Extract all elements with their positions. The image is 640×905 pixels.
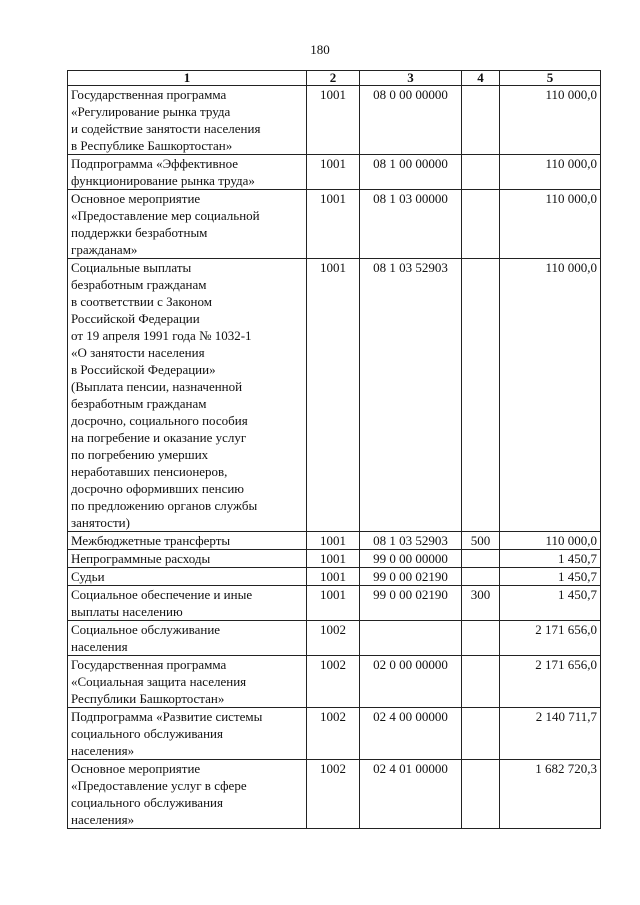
- row-amount-cell: 2 171 656,0: [500, 656, 601, 708]
- row-target-cell: 99 0 00 02190: [360, 568, 462, 586]
- row-amount-cell: 1 450,7: [500, 568, 601, 586]
- table-row: [68, 550, 601, 568]
- row-target-cell: 99 0 00 00000: [360, 550, 462, 568]
- header-col-2: 2: [307, 71, 360, 86]
- row-amount-cell: 110 000,0: [500, 190, 601, 259]
- row-name-cell: Межбюджетные трансферты: [68, 532, 307, 550]
- row-amount-cell: 110 000,0: [500, 259, 601, 532]
- row-target-cell: 02 4 01 00000: [360, 760, 462, 829]
- row-target-cell: [360, 621, 462, 656]
- row-amount-cell: 110 000,0: [500, 532, 601, 550]
- row-name-cell: Социальное обслуживание населения: [68, 621, 307, 656]
- row-section-cell: 1002: [307, 760, 360, 829]
- table-row: [68, 86, 601, 155]
- row-name-cell: Основное мероприятие «Предоставление мер социальной поддержки безработным гражданам»: [68, 190, 307, 259]
- table-row: [68, 656, 601, 708]
- row-name-cell: Подпрограмма «Эффективное функционирование рынка труда»: [68, 155, 307, 190]
- row-name-cell: Социальное обеспечение и иные выплаты населению: [68, 586, 307, 621]
- row-name-cell: Государственная программа «Регулирование рынка труда и содействие занятости населения в Республике Башкортостан»: [68, 86, 307, 155]
- row-type-cell: [462, 708, 500, 760]
- row-type-cell: 300: [462, 586, 500, 621]
- table-row: [68, 259, 601, 532]
- budget-table: [67, 70, 601, 829]
- row-amount-cell: 1 682 720,3: [500, 760, 601, 829]
- row-type-cell: [462, 621, 500, 656]
- table-row: [68, 760, 601, 829]
- row-type-cell: [462, 550, 500, 568]
- header-col-5: 5: [500, 71, 601, 86]
- row-section-cell: 1002: [307, 656, 360, 708]
- row-type-cell: [462, 190, 500, 259]
- row-section-cell: 1001: [307, 568, 360, 586]
- row-target-cell: 08 1 03 52903: [360, 532, 462, 550]
- row-section-cell: 1001: [307, 532, 360, 550]
- header-col-1: 1: [68, 71, 307, 86]
- row-amount-cell: 2 171 656,0: [500, 621, 601, 656]
- row-section-cell: 1001: [307, 259, 360, 532]
- row-section-cell: 1001: [307, 586, 360, 621]
- row-name-cell: Непрограммные расходы: [68, 550, 307, 568]
- row-type-cell: [462, 760, 500, 829]
- row-type-cell: [462, 86, 500, 155]
- row-target-cell: 99 0 00 02190: [360, 586, 462, 621]
- row-name-cell: Подпрограмма «Развитие системы социального обслуживания населения»: [68, 708, 307, 760]
- table-row: [68, 532, 601, 550]
- header-col-3: 3: [360, 71, 462, 86]
- table-row: [68, 621, 601, 656]
- row-type-cell: [462, 656, 500, 708]
- row-section-cell: 1001: [307, 155, 360, 190]
- row-target-cell: 08 1 00 00000: [360, 155, 462, 190]
- row-amount-cell: 1 450,7: [500, 550, 601, 568]
- table-row: [68, 586, 601, 621]
- table-row: [68, 190, 601, 259]
- row-amount-cell: 110 000,0: [500, 86, 601, 155]
- row-type-cell: [462, 155, 500, 190]
- row-section-cell: 1002: [307, 708, 360, 760]
- row-type-cell: [462, 568, 500, 586]
- row-section-cell: 1002: [307, 621, 360, 656]
- row-section-cell: 1001: [307, 86, 360, 155]
- table-row: [68, 155, 601, 190]
- row-section-cell: 1001: [307, 550, 360, 568]
- table-row: [68, 568, 601, 586]
- page-number: 180: [310, 42, 330, 57]
- row-target-cell: 02 0 00 00000: [360, 656, 462, 708]
- row-name-cell: Социальные выплаты безработным гражданам в соответствии с Законом Российской Федерации от 19 апреля 1991 года № 1032-1 «О занятости населения в Российской Федерации» (Выплата пенсии, назначенной безработным гражданам досрочно, социального пособия на погребение и оказание услуг по погребению умерших неработавших пенсионеров, досрочно оформивших пенсию по предложению органов службы занятости): [68, 259, 307, 532]
- row-amount-cell: 110 000,0: [500, 155, 601, 190]
- row-name-cell: Государственная программа «Социальная защита населения Республики Башкортостан»: [68, 656, 307, 708]
- row-section-cell: 1001: [307, 190, 360, 259]
- header-col-4: 4: [462, 71, 500, 86]
- row-target-cell: 02 4 00 00000: [360, 708, 462, 760]
- row-type-cell: 500: [462, 532, 500, 550]
- row-amount-cell: 2 140 711,7: [500, 708, 601, 760]
- row-name-cell: Основное мероприятие «Предоставление услуг в сфере социального обслуживания населения»: [68, 760, 307, 829]
- row-amount-cell: 1 450,7: [500, 586, 601, 621]
- row-name-cell: Судьи: [68, 568, 307, 586]
- table-header-row: [68, 71, 601, 86]
- table-row: [68, 708, 601, 760]
- row-type-cell: [462, 259, 500, 532]
- row-target-cell: 08 1 03 00000: [360, 190, 462, 259]
- row-target-cell: 08 0 00 00000: [360, 86, 462, 155]
- row-target-cell: 08 1 03 52903: [360, 259, 462, 532]
